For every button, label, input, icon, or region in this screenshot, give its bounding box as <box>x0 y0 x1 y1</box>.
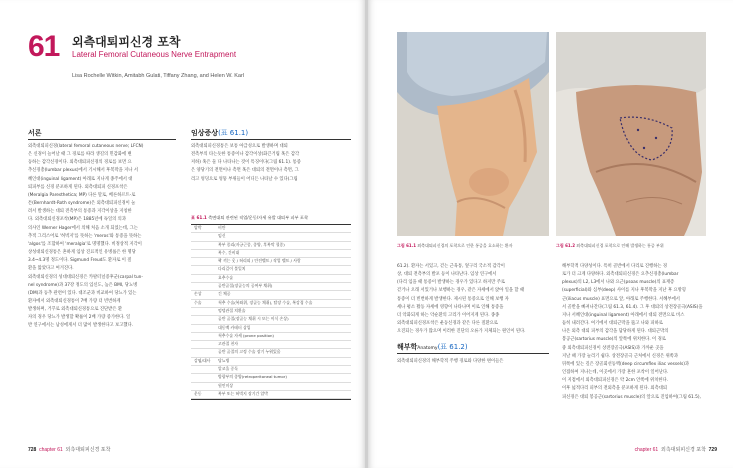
page-number-left: 728 <box>28 447 37 453</box>
intro-line: 환을 앓았다고 여겨진다. <box>28 266 74 272</box>
table-row <box>191 233 351 241</box>
body-line: 피신경은 대퇴 봉공근(sartorius muscle)의 앞으로 진입하여(그림 61.5), <box>562 394 701 400</box>
authors: Lisa Rochelle Witkin, Amitabh Gulati, Tiffany Zhang, and Helen W. Karl <box>72 73 245 79</box>
table-row <box>191 225 351 233</box>
leg-photo-1 <box>397 32 549 236</box>
table-row <box>191 358 351 366</box>
table-title: 측면대퇴 관련된 직업/운동/자세 유발 대퇴부 피부 포착 <box>208 215 308 220</box>
body-line: (superficial)와 심부(deep) 사이를 지나 후복막을 지난 후 요방형 <box>562 288 686 294</box>
anatomy-rule <box>397 353 549 354</box>
table-cell-category <box>191 325 218 332</box>
intro-line: 의사인 Werner Hager에서 의해 처음 소개 되었는데, 그는 <box>28 225 138 231</box>
table-cell-item: 꽉 끼는 옷 / 허리띠 / 안전벨트 / 작업 벨트 / 사람 <box>218 258 301 264</box>
right-page <box>368 0 733 468</box>
table-cell-category <box>191 283 218 290</box>
table-cell-category <box>191 258 218 265</box>
fig1-label: 그림 61.1 <box>397 243 416 248</box>
intro-line: 외측대퇴피신경(lateral femoral cutaneous nerve; LFCN) <box>28 144 144 149</box>
body-line: 외측대퇴피신경포착은 운동신경과 같은 다른 질환으로 <box>397 321 498 327</box>
symptoms-text <box>191 143 351 184</box>
intro-line: nel syndrome)과 37강 정도의 입신도, 높은 BMI, 당뇨병 <box>28 282 138 288</box>
left-page <box>0 0 365 468</box>
body-line: 서 골반을 빠져나간다(그림 61.3, 61.4). 그 후 대퇴의 상전장골극(ASIS)을 <box>562 304 703 310</box>
table-cell-category <box>191 316 218 323</box>
body-line: 세나 평소 활동 자세에 영향이 나타나며 이로 인해 통증을 <box>397 304 504 310</box>
anatomy-text <box>397 358 549 366</box>
table-row <box>191 266 351 274</box>
table-row <box>191 316 351 324</box>
table-cell-category <box>191 341 218 348</box>
body-line: 오진되는 경우가 많으며 이러한 진단의 오류가 지체되는 원인이 된다. <box>397 329 526 335</box>
table-row <box>191 242 351 250</box>
table-row <box>191 300 351 308</box>
body-line: plexus)의 L2, L3에서 나와 요근(psoas muscle)의 표재층 <box>562 280 675 286</box>
body-line: 로가 더 크게 다양하다. 외측대퇴피신경은 요추신경총(lumbar <box>562 272 679 278</box>
table-row <box>191 308 351 316</box>
body-line: 상, 대퇴 전측부의 발포 등이 나타난다. 임상 연구에서 <box>397 272 497 278</box>
table-cell-item: 고관절 천자 <box>218 341 239 347</box>
table-cell-item: 긴 체공 <box>218 291 231 297</box>
anatomy-sub: Anatomy <box>417 346 438 351</box>
body-line: 지날 때 가장 눌리기 쉽다. 상전장골극 근처에서 신경은 위쪽과 <box>562 353 679 359</box>
intro-line: 발생하며, 거꾸로 외측대퇴신경통으로 진단받은 환 <box>28 307 122 313</box>
body-line: 61.2). 환자는 서있고, 걷는 근육통, 엎구리 국소적 감각이 <box>397 264 505 269</box>
footer-title-right: 외측대퇴피신경 포착 <box>661 447 706 453</box>
body-line: 이후 넓적다리 피부의 전외측을 분포하게 된다. 외측대퇴 <box>562 386 668 392</box>
intro-line: 외측대퇴신경의 성대대퇴신경은 카팔터널증후군(carpal tun- <box>28 274 143 280</box>
body-line: 나온 외측 대퇴 피부의 감각을 담당하게 된다. 대퇴근막의 <box>562 329 669 335</box>
symptoms-line: 은 양당기의 전면이나 측면 혹은 대퇴의 전면이나 측면, 그 <box>191 168 299 174</box>
chapter-number: 61 <box>28 30 60 63</box>
table-cell-item: 골반골절(장골능의 공여부 채취) <box>218 283 273 289</box>
intro-line: 동하는 감각신경이다. 외측대퇴피신경의 경로를 보면 요 <box>28 160 132 166</box>
intro-line: 려서 발생하는 대퇴 전측부의 통증과 지각이상을 지칭한 <box>28 209 132 215</box>
intro-line: 추신경총(lumbar plexus)에서 기시해서 후복막을 지나 서 <box>28 168 138 174</box>
table-cell-category: 압박 <box>194 225 202 230</box>
anatomy-ref-link[interactable]: (표 61.2) <box>437 343 468 351</box>
chapter-title: 외측대퇴피신경 포착 <box>72 35 181 49</box>
table-cell-item: 원인미상 <box>218 382 234 388</box>
body-line: 이 지점에서 외측대퇴피신경은 약 2cm 안쪽에 위치한다. <box>562 378 669 384</box>
figure-61-2-photo <box>556 32 706 236</box>
body-line: 듬히 내려간다. 여기에서 대퇴근막을 뚫고 나와 피하로 <box>562 321 663 327</box>
table-cell-item: 골반 골절(장골능 채취 시 또는 이식 손상) <box>218 316 289 322</box>
table-cell-item: 당뇨병 <box>218 357 230 363</box>
table-cell-category <box>191 349 218 356</box>
table-cell-category <box>191 250 218 257</box>
causes-table <box>191 224 351 400</box>
left-footer <box>28 446 110 453</box>
table-cell-item: 요추수술 <box>218 274 234 280</box>
right-col1-text <box>397 263 549 336</box>
table-row <box>191 275 351 283</box>
body-line: 인접하여 지나는데, 이곳에서 가장 흔한 포착이 일어난다. <box>562 370 669 376</box>
table-cell-item: 골반 골절의 고정 수술 장기 누워있음 <box>218 349 281 355</box>
anatomy-heading-text: 해부학 <box>397 343 418 351</box>
table-row <box>191 291 351 299</box>
intro-line: 반 연구에서는 남성에게서 더 많이 발생한다고 보고했다. <box>28 323 134 329</box>
table-cell-item: 알코올 중독 <box>218 366 239 372</box>
intro-line: 환자에서 외측대퇴신경통이 7배 가량 더 빈번하게 <box>28 298 121 304</box>
table-cell-item: 방광부의 종양(retroperitoneal tumor) <box>218 374 287 380</box>
table-cell-category <box>191 383 218 390</box>
table-cell-item: 복부 또는 허벅지 장기간 압박 <box>218 390 269 396</box>
table-label: 표 61.1 <box>191 215 207 220</box>
table-row <box>191 391 351 399</box>
intro-rule <box>28 139 176 140</box>
body-line: 근(iliacus muscle) 표면으로 앞, 아래로 주행한다. 서혜부에서 <box>562 296 680 302</box>
footer-chapter-left: chapter 61 <box>39 447 63 453</box>
symptoms-rule <box>191 139 351 140</box>
table-cell-category <box>191 333 218 340</box>
figure-61-1-caption <box>397 243 549 249</box>
leg-photo-2 <box>556 32 706 236</box>
body-line: 뒤쪽에 있는 깊은 장골회선동맥(deep circumflex iliac vessels)과 <box>562 361 690 367</box>
intro-line: 추적 그리스어로 '허벅지'를 뜻하는 'meros'와 통증을 뜻하는 <box>28 233 142 239</box>
table-row <box>191 250 351 258</box>
table-row <box>191 349 351 357</box>
intro-line: 은 신경이 늘어날 때 그 경로를 따라 생길의 민감화에 변 <box>28 152 132 158</box>
table-cell-item: 복수, 간비대 <box>218 249 240 255</box>
intro-line: 혜인대(inguinal ligament) 아래로 지나게 종주에서 대 <box>28 176 133 182</box>
right-col2-text <box>562 263 706 402</box>
fig2-caption-text: 외측대퇴피신경 포착으로 인해 발생하는 통증 부위 <box>576 243 664 248</box>
body-line: 통증이 더 빈번하게 발생한다. 제시된 통증으로 인해 보행 자 <box>397 296 509 302</box>
symptoms-line: 저하) 혹은 둘 다 나타나는 것이 특징이다(그림 61.1). 통증 <box>191 160 301 166</box>
table-row <box>191 341 351 349</box>
table-cell-category <box>191 242 218 249</box>
intro-line: 퇴피부를 신경 분포하게 된다. 외측대퇴피 신경포착은 <box>28 184 128 190</box>
figure-61-2-caption <box>556 243 706 249</box>
table-cell-item: 척추수술 자세 (prone position) <box>218 332 274 338</box>
symptoms-ref-link[interactable]: (표 61.1) <box>218 129 249 137</box>
intro-line: 다. 외측대퇴신경포착(MP)은 1885년에 독일의 의과 <box>28 217 126 223</box>
table-cell-category <box>191 374 218 381</box>
chapter-subtitle: Lateral Femoral Cutaneous Nerve Entrapment <box>72 50 237 59</box>
table-cell-category <box>191 308 218 315</box>
table-cell-item: 비만 <box>218 225 226 230</box>
fig1-caption-text: 외측대퇴피신경의 포착으로 인한 통증을 호소하는 환자 <box>417 243 513 248</box>
footer-chapter-right: chapter 61 <box>634 447 659 453</box>
symptoms-heading <box>191 128 248 138</box>
symptoms-line: 리고 엉덩으로 엉뚱 부위들이 어디든 나타날 수 있다(그림 <box>191 176 298 182</box>
table-cell-category <box>191 366 218 373</box>
symptoms-heading-text: 임상증상 <box>191 129 219 137</box>
symptoms-line: 전측부의 타는듯한 통증이나 감각이상(화끈거림 혹은 감각 <box>191 152 300 158</box>
intro-line: (DM)과 동추 관련이 있다. 대조군과 비교하여 당뇨가 있는 <box>28 290 137 296</box>
table-row <box>191 258 351 266</box>
fig2-label: 그림 61.2 <box>556 243 575 248</box>
page-number-right: 729 <box>708 447 717 453</box>
table-row <box>191 374 351 382</box>
intro-line: 상성대퇴신경통은 흔하게 임상 진료적인 유병률은 한 명당 <box>28 250 136 256</box>
table-cell-item: 임신 <box>218 233 226 239</box>
anatomy-line: 외측대퇴피신경의 해부학적 주행 경로와 다양한 변이들은 <box>397 359 504 364</box>
intro-text <box>28 143 176 331</box>
table-cell-item: 척추 수술(복와위, 장골능 채취), 탈장 수술, 복강경 수술 <box>218 299 313 305</box>
table-cell-category <box>191 275 218 282</box>
intro-heading: 서론 <box>28 129 42 137</box>
table-row <box>191 333 351 341</box>
table-caption <box>191 215 351 221</box>
table-row <box>191 366 351 374</box>
table-cell-category: 손상 <box>194 291 202 297</box>
table-row <box>191 325 351 333</box>
body-line: 걷거나 오래 서있거나 보행하는 경우, 같은 자세에서 앉아 일을 할 때 <box>397 288 525 294</box>
table-cell-item: 엉덩관절 치환술 <box>218 307 246 313</box>
body-line: 봉공근(sartorius muscle)의 앞쪽에 위치한다. 이 경로 <box>562 337 666 343</box>
table-cell-category: 운동 <box>194 390 202 396</box>
body-line: 지나 서혜인대(inguinal ligament) 아래에서 대퇴 전면으로 비스 <box>562 312 685 318</box>
table-cell-item: 대동맥 카테터 삽입 <box>218 324 251 330</box>
right-footer <box>635 446 717 453</box>
intro-line: 튼(Bernhardt-Roth syndrome)은 외측대퇴피신경이 눌 <box>28 201 136 207</box>
body-line: 해부학적 다양성이다. 특히 골반에서 다리로 진행하는 경 <box>562 264 668 269</box>
table-cell-item: 복부 종괴(자궁근종, 종양, 후복막 혈종) <box>218 241 285 247</box>
intro-line: 자의 경우 당뇨가 발생할 확률이 2배 가량 증가한다. 일 <box>28 315 131 321</box>
intro-line: (Meralgia Paresthetica; MP) 다른 말로, 베른하르트-로 <box>28 192 136 198</box>
table-cell-category <box>191 233 218 240</box>
figure-61-1-photo <box>397 32 549 236</box>
footer-title-left: 외측대퇴피신경 포착 <box>65 447 111 453</box>
table-cell-category: 수술 <box>194 299 202 305</box>
body-line: (다리 임을 때 통증이 발생하는 경우가 있다고 하지만 주로 <box>397 280 506 286</box>
intro-line: 3.4~4.3명 정도이다. Sigmund Freud도 환자로 이 질 <box>28 258 132 264</box>
intro-line: 'algos'를 조합하여 'meralgia'로 명명했다. 비정상적 지각이 <box>28 241 142 247</box>
body-line: 더 악화되게 하는 악순환의 고리가 이어지게 된다. 종종 <box>397 312 500 318</box>
body-line: 중 외측대퇴피신경이 상전장골극(ASIS)과 가까운 곳을 <box>562 345 664 351</box>
table-row <box>191 283 351 291</box>
table-cell-item: 다리길이 불일치 <box>218 266 246 272</box>
table-row <box>191 383 351 391</box>
table-cell-category: 감염/대사 <box>194 357 211 363</box>
table-cell-category <box>191 266 218 273</box>
symptoms-line: 외측대퇴피신경통은 보통 아급성으로 발생하며 대퇴 <box>191 144 288 149</box>
anatomy-heading <box>397 342 468 352</box>
